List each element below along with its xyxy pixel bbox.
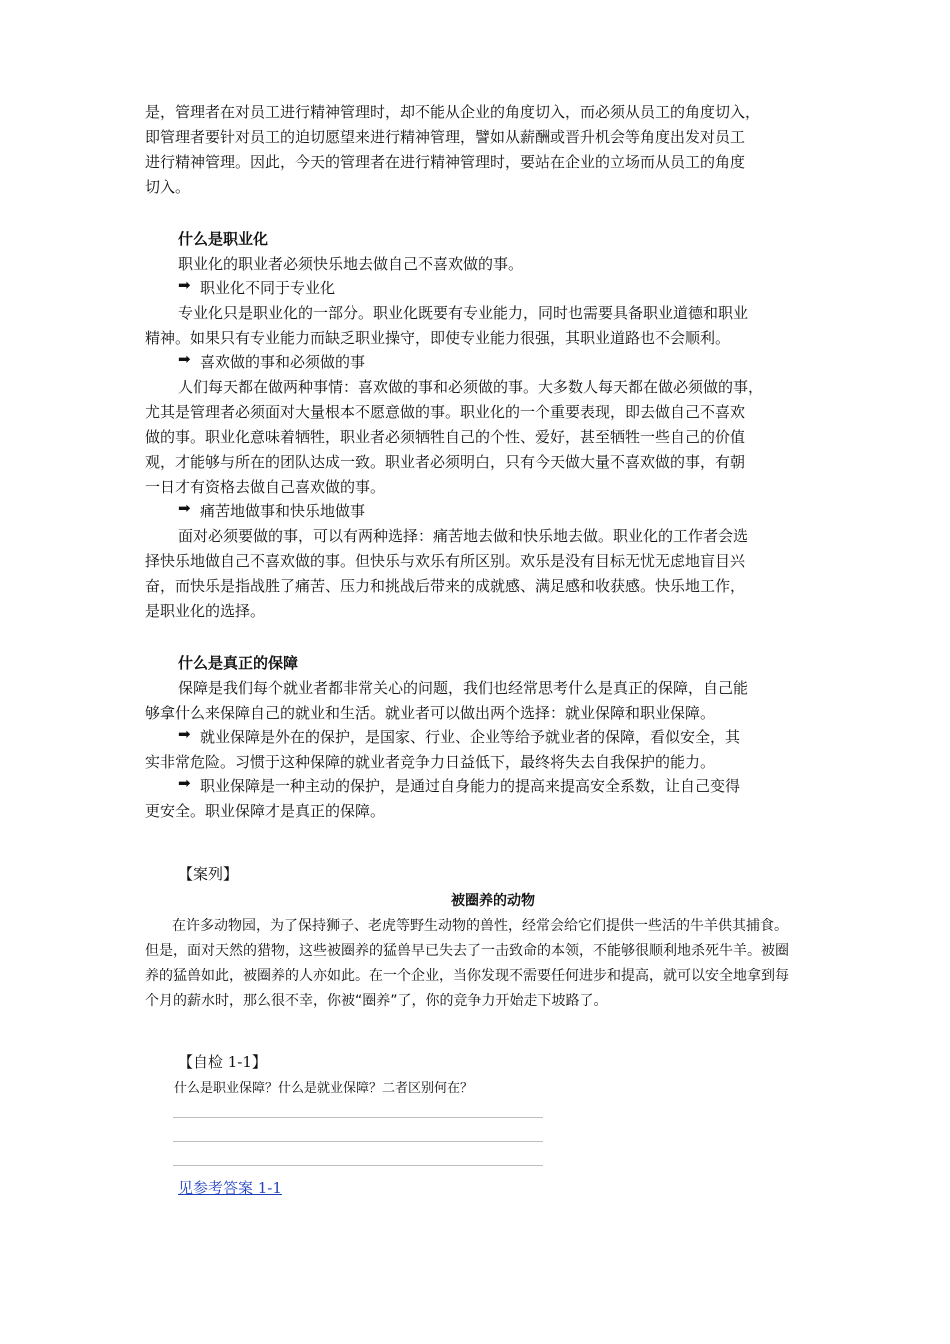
section2-para1-line: 够拿什么来保障自己的就业和生活。就业者可以做出两个选择：就业保障和职业保障。	[145, 704, 716, 722]
section1-para1-line: 专业化只是职业化的一部分。职业化既要有专业能力，同时也需要具备职业道德和职业	[178, 304, 749, 322]
case-line: 个月的薪水时，那么很不幸，你被“圈养”了，你的竞争力开始走下坡路了。	[145, 993, 608, 1009]
section2-bullet2-line: 更安全。职业保障才是真正的保障。	[145, 802, 386, 820]
answer-line	[173, 1117, 543, 1118]
selfcheck-question: 什么是职业保障？什么是就业保障？二者区别何在？	[174, 1081, 474, 1096]
section1-bullet-3: 痛苦地做事和快乐地做事	[200, 502, 366, 520]
section1-lead: 职业化的职业者必须快乐地去做自己不喜欢做的事。	[178, 255, 524, 273]
arrow-right-icon: ➡	[178, 499, 191, 517]
section1-para2-line: 做的事。职业化意味着牺牲，职业者必须牺牲自己的个性、爱好，甚至牺牲一些自己的价值	[145, 428, 746, 446]
case-line: 但是，面对天然的猎物，这些被圈养的猛兽早已失去了一击致命的本领，不能够很顺利地杀死牛羊。被圈	[145, 943, 789, 959]
intro-line: 即管理者要针对员工的迫切愿望来进行精神管理，譬如从薪酬或晋升机会等角度出发对员工	[145, 128, 746, 146]
section-heading-professionalization: 什么是职业化	[178, 230, 269, 248]
section1-para2-line: 尤其是管理者必须面对大量根本不愿意做的事。职业化的一个重要表现，即去做自己不喜欢	[145, 403, 746, 421]
intro-line: 切入。	[145, 178, 191, 196]
section1-para3-line: 奋，而快乐是指战胜了痛苦、压力和挑战后带来的成就感、满足感和收获感。快乐地工作，	[145, 577, 746, 595]
section2-bullet2-line: 职业保障是一种主动的保护，是通过自身能力的提高来提高安全系数，让自己变得	[200, 777, 741, 795]
case-title: 被圈养的动物	[451, 893, 535, 909]
case-line: 在许多动物园，为了保持狮子、老虎等野生动物的兽性，经常会给它们提供一些活的牛羊供其捕食。	[172, 918, 788, 934]
intro-line: 进行精神管理。因此，今天的管理者在进行精神管理时，要站在企业的立场而从员工的角度	[145, 153, 746, 171]
arrow-right-icon: ➡	[178, 276, 191, 294]
arrow-right-icon: ➡	[178, 774, 191, 792]
selfcheck-label: 【自检 1-1】	[178, 1053, 267, 1071]
case-label: 【案列】	[178, 865, 239, 883]
section1-para3-line: 是职业化的选择。	[145, 602, 266, 620]
section1-para3-line: 择快乐地做自己不喜欢做的事。但快乐与欢乐有所区别。欢乐是没有目标无忧无虑地盲目兴	[145, 552, 746, 570]
arrow-right-icon: ➡	[178, 350, 191, 368]
section2-bullet1-line: 就业保障是外在的保护，是国家、行业、企业等给予就业者的保障，看似安全，其	[200, 728, 741, 746]
answer-line	[173, 1165, 543, 1166]
reference-answer-link[interactable]: 见参考答案 1-1	[178, 1179, 282, 1197]
section1-para2-line: 观，才能够与所在的团队达成一致。职业者必须明白，只有今天做大量不喜欢做的事，有朝	[145, 453, 746, 471]
section1-para2-line: 一日才有资格去做自己喜欢做的事。	[145, 478, 386, 496]
case-line: 养的猛兽如此，被圈养的人亦如此。在一个企业，当你发现不需要任何进步和提高，就可以安全地拿到每	[145, 968, 789, 984]
section1-para1-line: 精神。如果只有专业能力而缺乏职业操守，即使专业能力很强，其职业道路也不会顺利。	[145, 329, 731, 347]
intro-line: 是，管理者在对员工进行精神管理时，却不能从企业的角度切入，而必须从员工的角度切入，	[145, 103, 761, 121]
section1-para2-line: 人们每天都在做两种事情：喜欢做的事和必须做的事。大多数人每天都在做必须做的事，	[178, 378, 764, 396]
section1-bullet-2: 喜欢做的事和必须做的事	[200, 353, 366, 371]
arrow-right-icon: ➡	[178, 725, 191, 743]
section2-para1-line: 保障是我们每个就业者都非常关心的问题，我们也经常思考什么是真正的保障，自己能	[178, 679, 749, 697]
section1-para3-line: 面对必须要做的事，可以有两种选择：痛苦地去做和快乐地去做。职业化的工作者会选	[178, 527, 749, 545]
section1-bullet-1: 职业化不同于专业化	[200, 279, 336, 297]
section-heading-security: 什么是真正的保障	[178, 654, 299, 672]
section2-bullet1-line: 实非常危险。习惯于这种保障的就业者竞争力日益低下，最终将失去自我保护的能力。	[145, 753, 716, 771]
answer-line	[173, 1141, 543, 1142]
